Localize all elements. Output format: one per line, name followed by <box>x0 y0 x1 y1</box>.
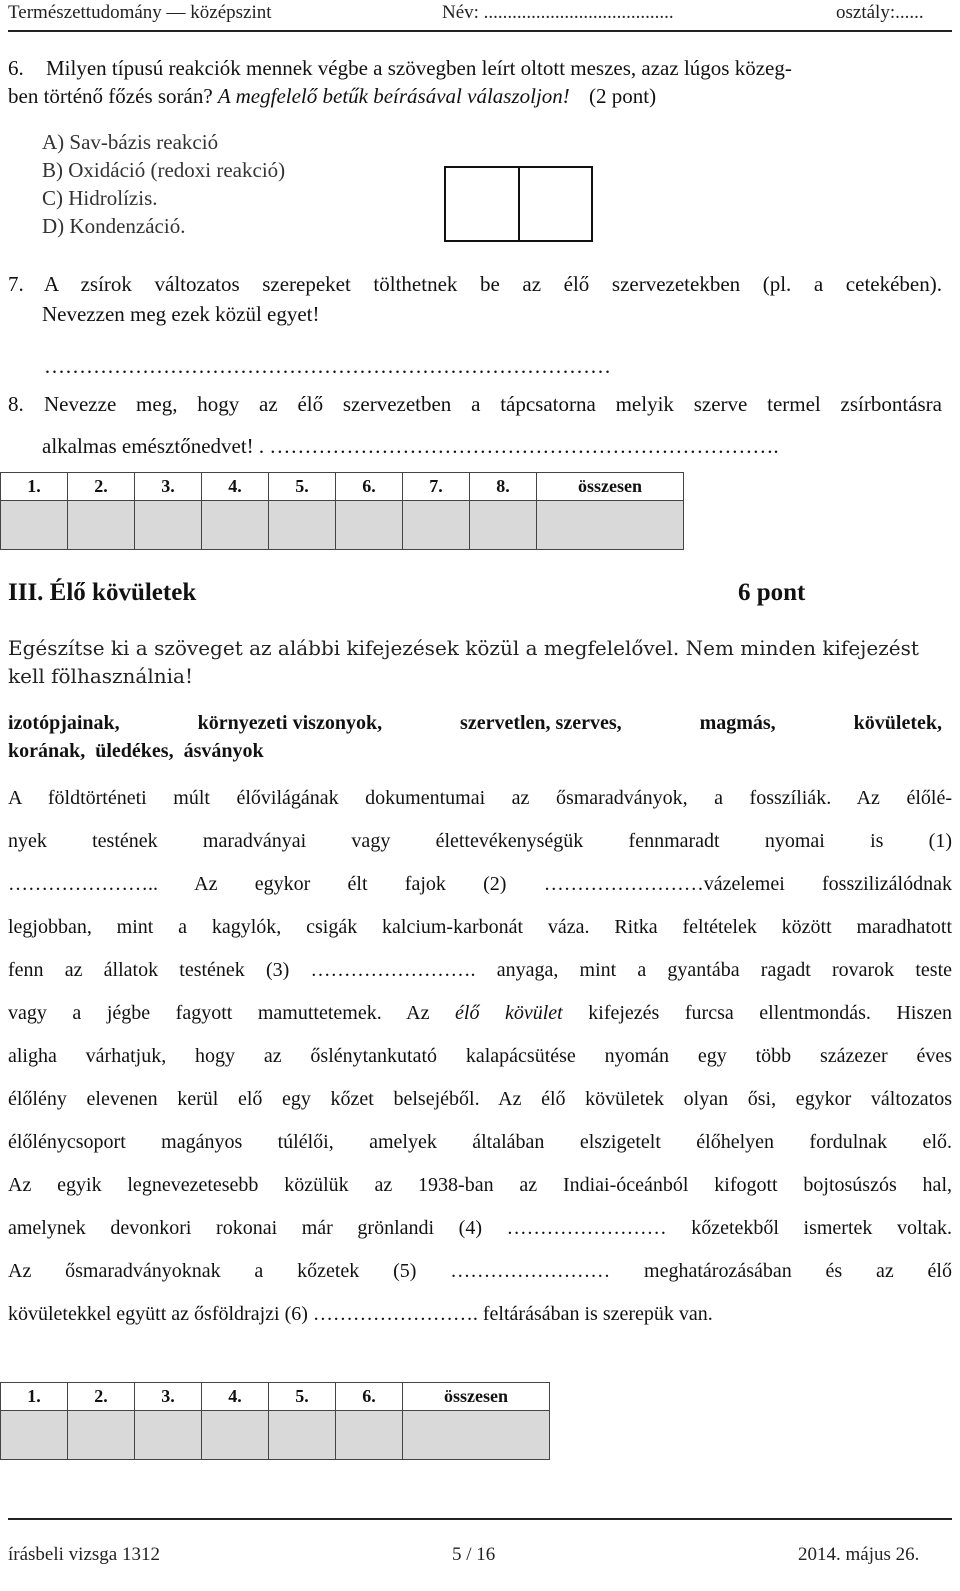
q6-option-c: C) Hidrolízis. <box>42 186 158 210</box>
word-bank-item: izotópjainak, <box>8 712 120 734</box>
score-table-2 <box>0 1382 550 1460</box>
score-header: 2. <box>68 473 135 501</box>
word-bank-item: szervetlen, szerves, <box>460 712 622 734</box>
footer-exam-code: írásbeli vizsga 1312 <box>8 1544 160 1565</box>
score-header-total: összesen <box>537 473 684 501</box>
score-cell[interactable] <box>202 501 269 550</box>
paragraph-line <box>8 1002 952 1025</box>
section-points: 6 pont <box>738 579 806 606</box>
paragraph-text: kifejezés furcsa ellentmondás. Hiszen <box>562 1002 952 1024</box>
paragraph-line: Az egyik legnevezetesebb közülük az 1938-ban az Indiai-óceánból kifogott bojtosúszós hal, <box>8 1174 952 1196</box>
q7-number: 7. <box>8 272 24 296</box>
q8-text-line2[interactable]: alkalmas emésztőnedvet! . ………………………………………………………………. <box>42 434 779 458</box>
score-header: 6. <box>336 1383 403 1411</box>
score-header: 5. <box>269 473 336 501</box>
section-instruction-line1: Egészítse ki a szöveget az alábbi kifejezések közül a megfelelővel. Nem minden kifejezést <box>8 636 919 660</box>
q6-number: 6. <box>8 56 24 80</box>
score-cell-total[interactable] <box>537 501 684 550</box>
score-cell[interactable] <box>470 501 537 550</box>
header-class-field: osztály:...... <box>836 2 924 23</box>
answer-box-divider <box>518 168 520 240</box>
paragraph-line: legjobban, mint a kagylók, csigák kalcium-karbonát váza. Ritka feltételek között maradhatott <box>8 916 952 938</box>
score-cell[interactable] <box>336 1411 403 1460</box>
header-subject: Természettudomány — középszint <box>8 2 272 23</box>
score-cell[interactable] <box>336 501 403 550</box>
word-bank-item: kövületek, <box>853 712 942 734</box>
header-name-field: Név: ........................................ <box>442 2 674 23</box>
score-cell[interactable] <box>269 1411 336 1460</box>
score-header: 7. <box>403 473 470 501</box>
score-header: 6. <box>336 473 403 501</box>
score-cell[interactable] <box>135 1411 202 1460</box>
word-bank-line2: korának, üledékes, ásványok <box>8 740 264 762</box>
footer-rule <box>8 1518 952 1520</box>
score-table-1-score-row <box>1 501 684 550</box>
word-bank-line1 <box>8 712 942 735</box>
footer-page-number: 5 / 16 <box>452 1544 496 1565</box>
footer-date: 2014. május 26. <box>798 1544 920 1565</box>
score-header: 5. <box>269 1383 336 1411</box>
header-rule <box>8 30 952 32</box>
score-cell[interactable] <box>68 1411 135 1460</box>
q6-answer-boxes[interactable] <box>444 166 593 242</box>
paragraph-text: vagy a jégbe fagyott mamuttetemek. Az <box>8 1002 456 1024</box>
paragraph-line-blank-5[interactable]: Az ősmaradványoknak a kőzetek (5) …………………… meghatározásában és az élő <box>8 1260 952 1282</box>
score-header-total: összesen <box>403 1383 550 1411</box>
paragraph-line-blank-6[interactable]: kövületekkel együtt az ősföldrajzi (6) ……………………. feltárásában is szerepük van. <box>8 1303 713 1325</box>
score-header: 4. <box>202 473 269 501</box>
score-cell[interactable] <box>135 501 202 550</box>
q7-answer-dots[interactable]: ……………………………………………………………………… <box>44 354 611 378</box>
q6-instruction: A megfelelő betűk beírásával válaszoljon! <box>217 84 570 108</box>
paragraph-line: nyek testének maradványai vagy élettevékenységük fennmaradt nyomai is (1) <box>8 830 952 852</box>
paragraph-line: aligha várhatjuk, hogy az őslénytankutató kalapácsütése nyomán egy több százezer éves <box>8 1045 952 1067</box>
score-cell[interactable] <box>1 1411 68 1460</box>
score-header: 4. <box>202 1383 269 1411</box>
paragraph-line: élőlénycsoport magányos túlélői, amelyek általában elszigetelt élőhelyen fordulnak elő. <box>8 1131 952 1153</box>
paragraph-line: élőlény elevenen kerül elő egy kőzet belsejéből. Az élő kövületek olyan ősi, egykor változatos <box>8 1088 952 1110</box>
paragraph-italic-phrase: élő kövület <box>455 1002 563 1024</box>
score-cell[interactable] <box>269 501 336 550</box>
paragraph-line-blank-3[interactable]: fenn az állatok testének (3) ……………………. anyaga, mint a gyantába ragadt rovarok teste <box>8 959 952 981</box>
score-table-1 <box>0 472 684 550</box>
score-cell[interactable] <box>68 501 135 550</box>
score-header: 3. <box>135 473 202 501</box>
q8-number: 8. <box>8 392 24 416</box>
score-header: 1. <box>1 473 68 501</box>
q6-option-b: B) Oxidáció (redoxi reakció) <box>42 158 286 182</box>
score-header: 3. <box>135 1383 202 1411</box>
q6-text-line2-start: ben történő főzés során? <box>8 84 213 108</box>
q7-text-line2: Nevezzen meg ezek közül egyet! <box>42 302 320 326</box>
score-cell-total[interactable] <box>403 1411 550 1460</box>
score-header: 8. <box>470 473 537 501</box>
paragraph-line: A földtörténeti múlt élővilágának dokumentumai az ősmaradványok, a fosszíliák. Az élőlé- <box>8 787 952 809</box>
q6-option-a: A) Sav-bázis reakció <box>42 130 219 154</box>
paragraph-line-blank-1-2[interactable]: ………………….. Az egykor élt fajok (2) ……………………vázelemei fosszilizálódnak <box>8 873 952 895</box>
paragraph-line-blank-4[interactable]: amelynek devonkori rokonai már grönlandi (4) …………………… kőzetekből ismertek voltak. <box>8 1217 952 1239</box>
word-bank-item: környezeti viszonyok, <box>197 712 383 734</box>
score-cell[interactable] <box>202 1411 269 1460</box>
score-table-2-header-row <box>1 1383 550 1411</box>
section-title: III. Élő kövületek <box>8 579 197 606</box>
score-table-2-score-row <box>1 1411 550 1460</box>
score-table-1-header-row <box>1 473 684 501</box>
score-header: 2. <box>68 1383 135 1411</box>
score-header: 1. <box>1 1383 68 1411</box>
q7-text-line1: A zsírok változatos szerepeket tölthetnek be az élő szervezetekben (pl. a cetekében). <box>44 272 942 296</box>
word-bank-item: magmás, <box>699 712 776 734</box>
q6-text-line2 <box>8 82 656 110</box>
score-cell[interactable] <box>1 501 68 550</box>
q6-option-d: D) Kondenzáció. <box>42 214 186 238</box>
score-cell[interactable] <box>403 501 470 550</box>
q6-text-line1: Milyen típusú reakciók mennek végbe a szövegben leírt oltott meszes, azaz lúgos közeg- <box>46 56 792 80</box>
q6-points: (2 pont) <box>589 84 657 108</box>
section-instruction-line2: kell fölhasználnia! <box>8 664 193 688</box>
q8-text-line1: Nevezze meg, hogy az élő szervezetben a tápcsatorna melyik szerve termel zsírbontásra <box>44 392 942 416</box>
